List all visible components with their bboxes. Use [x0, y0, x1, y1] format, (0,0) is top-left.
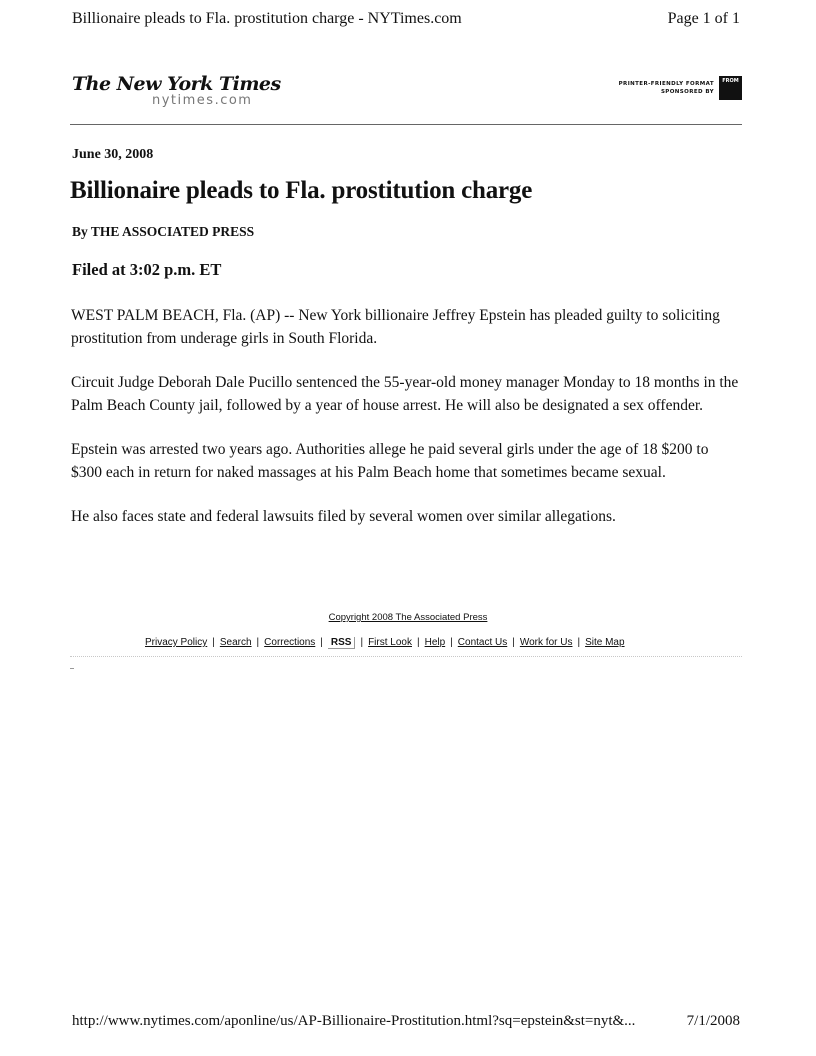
- footer-separator: |: [512, 637, 515, 648]
- article-filed-time: Filed at 3:02 p.m. ET: [72, 260, 222, 279]
- footer-mark: [70, 668, 74, 669]
- footer-link-work-for-us[interactable]: Work for Us: [519, 637, 573, 648]
- footer-separator: |: [416, 637, 420, 648]
- article-paragraph: WEST PALM BEACH, Fla. (AP) -- New York billionaire Jeffrey Epstein has pleaded guilty to soliciting prostitution from underage girls in South Florida.: [71, 307, 720, 347]
- footer-link-search[interactable]: Search: [219, 637, 252, 648]
- print-page-number: Page 1 of 1: [667, 10, 740, 27]
- footer-separator: |: [360, 637, 364, 648]
- footer-separator: |: [450, 637, 453, 648]
- footer-link-site-map[interactable]: Site Map: [585, 637, 625, 648]
- article-body: [71, 304, 741, 549]
- print-footer-url: http://www.nytimes.com/aponline/us/AP-Billionaire-Prostitution.html?sq=epstein&st=nyt&...: [72, 1013, 636, 1029]
- header-divider: [70, 124, 742, 125]
- print-footer-date: 7/1/2008: [686, 1013, 740, 1029]
- promo-line-1: PRINTER-FRIENDLY FORMAT: [618, 81, 714, 87]
- article-headline: Billionaire pleads to Fla. prostitution charge: [70, 177, 533, 204]
- footer-link-rss[interactable]: RSS: [328, 637, 356, 649]
- footer-link-contact-us[interactable]: Contact Us: [457, 637, 508, 648]
- footer-separator: |: [320, 637, 323, 648]
- article-byline: By THE ASSOCIATED PRESS: [72, 224, 255, 239]
- footer-nav: [145, 637, 625, 648]
- article-date: June 30, 2008: [72, 147, 154, 162]
- footer-link-first-look[interactable]: First Look: [368, 637, 412, 648]
- article-paragraph: He also faces state and federal lawsuits filed by several women over similar allegations.: [71, 508, 616, 525]
- logo-wordmark: The New York Times: [72, 73, 281, 95]
- promo-line-2: SPONSORED BY: [660, 89, 714, 95]
- footer-separator: |: [577, 637, 581, 648]
- footer-link-corrections[interactable]: Corrections: [264, 637, 316, 648]
- sponsor-logo-box[interactable]: FROM: [719, 76, 742, 100]
- footer-divider: [70, 656, 742, 657]
- footer-link-help[interactable]: Help: [424, 637, 446, 648]
- footer-separator: |: [212, 637, 215, 648]
- article-paragraph: Epstein was arrested two years ago. Authorities allege he paid several girls under the age of 18 $200 to $300 each in return for naked massages at his Palm Beach home that sometimes became sexual.: [71, 441, 709, 481]
- footer-separator: |: [256, 637, 260, 648]
- footer-link-privacy-policy[interactable]: Privacy Policy: [145, 637, 208, 648]
- logo-site: nytimes.com: [152, 93, 253, 108]
- sponsor-promo: [619, 80, 714, 96]
- article-paragraph: Circuit Judge Deborah Dale Pucillo sentenced the 55-year-old money manager Monday to 18 months in the Palm Beach County jail, followed by a year of house arrest. He will also be designated a sex offender.: [71, 374, 739, 414]
- nyt-logo[interactable]: [72, 74, 281, 108]
- print-header-title: Billionaire pleads to Fla. prostitution charge - NYTimes.com: [72, 10, 462, 27]
- copyright-link[interactable]: Copyright 2008 The Associated Press: [328, 612, 488, 623]
